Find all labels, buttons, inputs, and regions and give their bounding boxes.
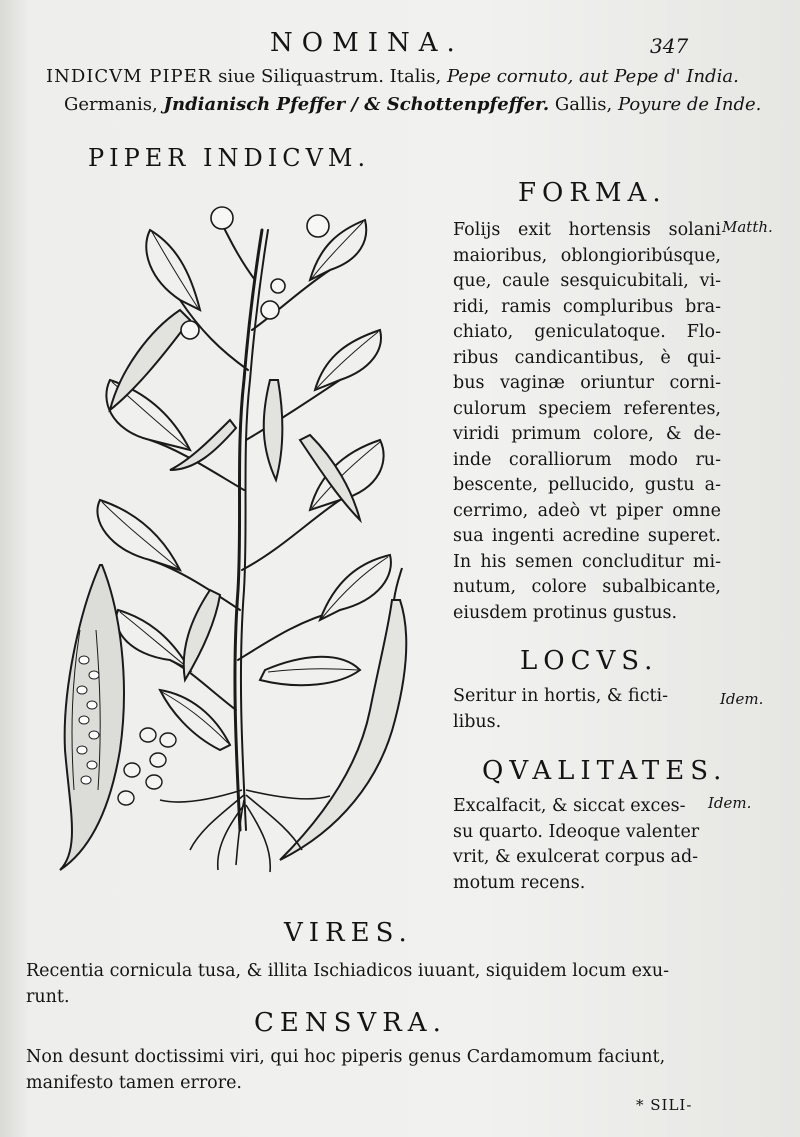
german-name: Jndianisch Pfeffer / & Schottenpfeffer. <box>163 94 550 115</box>
page-header-title: NOMINA. <box>270 28 464 58</box>
text-line: sua ingenti acredine superet. <box>453 526 721 546</box>
margin-note-idem: Idem. <box>720 690 764 708</box>
section-heading-qualitates: QVALITATES. <box>482 756 728 786</box>
locus-text <box>453 684 668 735</box>
section-heading-locus: LOCVS. <box>520 646 659 676</box>
text-line: Folijs exit hortensis solani <box>453 220 721 240</box>
names-line-2 <box>64 94 761 115</box>
plant-title: PIPER INDICVM. <box>88 144 371 172</box>
latin-alias: siue Siliquastrum. Italis, <box>212 66 447 87</box>
text-line: bus vaginæ oriuntur corni- <box>453 373 721 393</box>
text-line: su quarto. Ideoque valenter <box>453 821 700 842</box>
text-line: In his semen concluditur mi- <box>453 551 721 572</box>
french-label: Gallis, <box>549 94 618 115</box>
text-line: maioribus, oblongioribúsque, <box>453 245 721 266</box>
margin-note-idem: Idem. <box>708 794 752 812</box>
text-line: motum recens. <box>453 872 586 893</box>
italian-name: Pepe cornuto, aut Pepe d' India. <box>446 66 739 87</box>
text-line: inde coralliorum modo ru- <box>453 449 721 470</box>
qualitates-text <box>453 794 699 896</box>
vires-text <box>26 958 669 1010</box>
french-name: Poyure de Inde. <box>617 94 762 115</box>
section-heading-forma: FORMA. <box>518 178 667 208</box>
names-line-1 <box>46 66 739 87</box>
text-line: libus. <box>453 711 502 732</box>
forma-text <box>453 218 721 626</box>
text-line: nutum, colore subalbicante, <box>453 577 721 597</box>
section-heading-vires: VIRES. <box>284 918 413 948</box>
text-line: Excalfacit, & siccat exces- <box>453 796 686 816</box>
text-line: ridi, ramis compluribus bra- <box>453 296 721 317</box>
margin-note-matth: Matth. <box>722 218 773 236</box>
text-line: Seritur in hortis, & ficti- <box>453 686 669 706</box>
text-line: runt. <box>26 987 70 1007</box>
german-label: Germanis, <box>64 94 164 115</box>
text-line: bescente, pellucido, gustu a- <box>453 475 721 495</box>
text-line: viridi primum colore, & de- <box>453 424 721 444</box>
text-line: manifesto tamen errore. <box>26 1073 242 1093</box>
censura-text <box>26 1044 665 1096</box>
text-line: Non desunt doctissimi viri, qui hoc piperis genus Cardamomum faciunt, <box>26 1047 666 1067</box>
page-number: 347 <box>650 34 689 58</box>
text-line: que, caule sesquicubitali, vi- <box>453 271 721 291</box>
section-heading-censura: CENSVRA. <box>254 1008 447 1038</box>
text-line: Recentia cornicula tusa, & illita Ischiadicos iuuant, siquidem locum exu- <box>26 961 670 981</box>
catchword: * SILI- <box>636 1096 693 1114</box>
text-line: cerrimo, adeò vt piper omne <box>453 500 721 521</box>
text-line: ribus candicantibus, è qui- <box>453 347 721 368</box>
text-line: vrit, & exulcerat corpus ad- <box>453 847 699 867</box>
text-line: culorum speciem referentes, <box>453 398 721 419</box>
text-line: eiusdem protinus gustus. <box>453 602 678 623</box>
text-line: chiato, geniculatoque. Flo- <box>453 322 721 342</box>
latin-name: INDICVM PIPER <box>46 66 213 87</box>
chili-pepper-woodcut-illustration <box>40 190 420 880</box>
